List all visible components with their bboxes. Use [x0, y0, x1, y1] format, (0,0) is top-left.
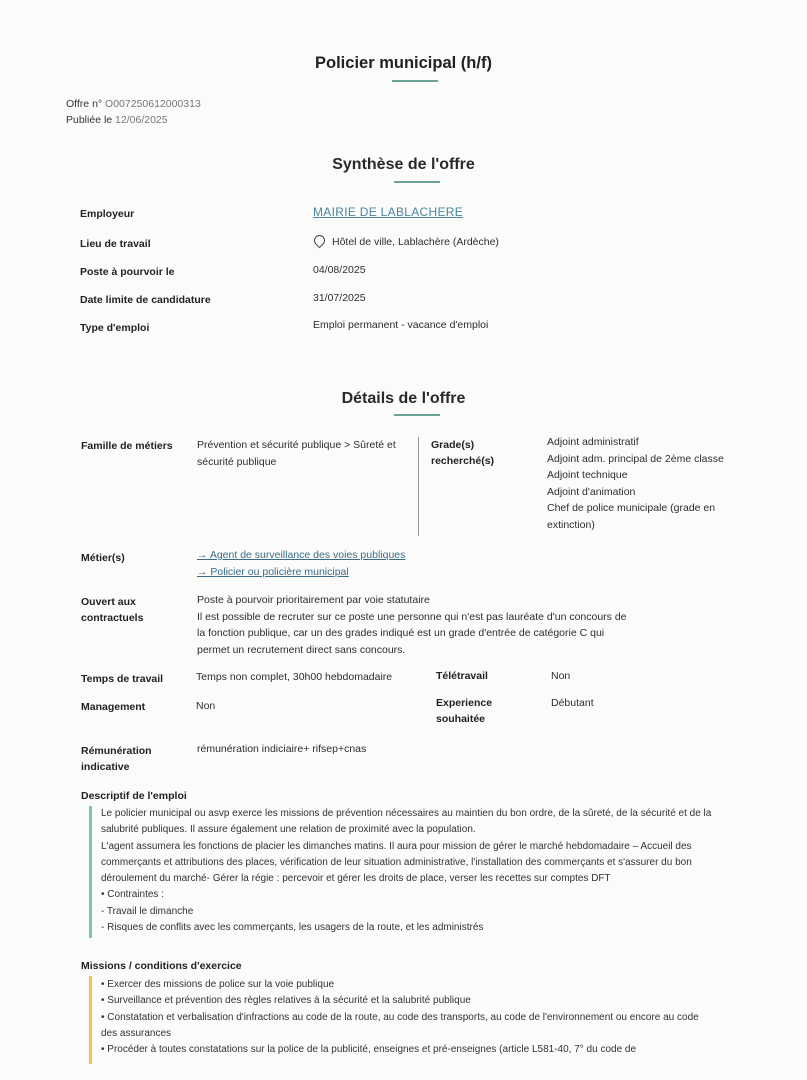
teletravail-value: Non	[551, 670, 571, 682]
experience-label	[436, 695, 492, 727]
temps-value: Temps non complet, 30h00 hebdomadaire	[196, 671, 393, 683]
location-pin-icon	[312, 233, 328, 249]
column-divider	[418, 437, 419, 536]
deadline-value: 31/07/2025	[313, 292, 366, 304]
employer-link[interactable]: MAIRIE DE LABLACHERE	[313, 205, 464, 219]
missions-line: • Surveillance et prévention des règles relatives à la sécurité et la salubrité publique	[101, 995, 471, 1007]
type-label: Type d'emploi	[80, 322, 150, 334]
contractuels-label	[81, 594, 143, 626]
details-underline	[394, 414, 440, 416]
missions-accent-bar	[89, 976, 92, 1064]
metier-link-asvp[interactable]: → Agent de surveillance des voies publiques	[197, 549, 406, 561]
descriptif-line: - Risques de conflits avec les commerçants, les usagers de la route, et les administrés	[101, 922, 484, 934]
grade-item: extinction)	[547, 518, 595, 531]
missions-line: • Constatation et verbalisation d'infractions au code de la route, au code des transports, au code de l'environnement ou encore au code	[101, 1011, 699, 1023]
remuneration-value: rémunération indiciaire+ rifsep+cnas	[197, 743, 367, 755]
grade-item: Adjoint d'animation	[547, 485, 636, 498]
missions-text	[101, 977, 699, 1058]
descriptif-line: commerçants et attributions des places, vérification de leur situation administrative, l'installation des commerçants et s'assurer du bon	[101, 856, 692, 868]
missions-heading: Missions / conditions d'exercice	[81, 960, 242, 972]
employer-label: Employeur	[80, 208, 135, 220]
contractuels-line: Poste à pourvoir prioritairement par voie statutaire	[197, 594, 430, 606]
grade-item: Chef de police municipale (grade en	[547, 502, 716, 514]
descriptif-line: Le policier municipal ou asvp exerce les missions de prévention nécessaires au maintien du bon ordre, de la sûreté, de la sécurité et de la	[101, 808, 712, 819]
descriptif-line: L'agent assumera les fonctions de placier les dimanches matins. Il aura pour mission de gérer le marché hebdomadaire – Accueil des	[101, 840, 692, 852]
famille-line: Prévention et sécurité publique > Sûreté et	[197, 439, 396, 451]
grade-label-line: Grade(s)	[431, 439, 475, 451]
start-label: Poste à pourvoir le	[80, 266, 175, 278]
temps-label: Temps de travail	[81, 673, 164, 685]
type-value: Emploi permanent - vacance d'emploi	[313, 319, 489, 331]
start-value: 04/08/2025	[313, 264, 366, 276]
location-text: Hôtel de ville, Lablachère (Ardèche)	[332, 236, 499, 248]
grade-label	[431, 437, 494, 469]
synthese-heading: Synthèse de l'offre	[332, 156, 475, 173]
contractuels-label-line: Ouvert aux	[81, 596, 136, 608]
grade-item: Adjoint technique	[547, 469, 628, 481]
contractuels-value	[197, 592, 627, 658]
metier-link-policier[interactable]: → Policier ou policière municipal	[197, 565, 349, 578]
descriptif-line: - Travail le dimanche	[101, 905, 194, 917]
offer-number-label: Offre n°	[66, 98, 103, 110]
offer-published	[66, 114, 168, 126]
grade-item: Adjoint administratif	[547, 436, 639, 448]
remuneration-label	[81, 743, 152, 775]
page-title: Policier municipal (h/f)	[315, 54, 492, 72]
descriptif-line: déroulement du marché- Gérer la régie : percevoir et gérer les droits de place, verser les recettes sur comptes DFT	[101, 873, 611, 885]
metiers-list	[197, 547, 405, 580]
metiers-label: Métier(s)	[81, 552, 125, 564]
famille-line: sécurité publique	[197, 455, 277, 468]
descriptif-text	[101, 806, 711, 936]
published-label: Publiée le	[66, 114, 113, 126]
offer-number-value: O007250612000313	[105, 98, 201, 110]
famille-value	[197, 437, 396, 470]
experience-value: Débutant	[551, 697, 594, 709]
contractuels-label-line: contractuels	[81, 612, 144, 624]
published-value: 12/06/2025	[115, 114, 168, 126]
grade-item: Adjoint adm. principal de 2ème classe	[547, 452, 724, 465]
missions-line: des assurances	[101, 1027, 172, 1039]
management-label: Management	[81, 701, 146, 713]
descriptif-heading: Descriptif de l'emploi	[81, 790, 187, 802]
descriptif-accent-bar	[89, 806, 92, 938]
contractuels-line: permet un recrutement direct sans concours.	[197, 643, 406, 656]
remuneration-label-line: Rémunération	[81, 745, 152, 757]
teletravail-label: Télétravail	[436, 670, 488, 682]
synthese-underline	[394, 181, 440, 183]
title-underline	[392, 80, 438, 82]
famille-label: Famille de métiers	[81, 440, 173, 452]
missions-line: • Exercer des missions de police sur la voie publique	[101, 979, 335, 990]
contractuels-line: la fonction publique, car un des grades indiqué est un grade d'entrée de catégorie C qui	[197, 627, 605, 639]
remuneration-label-line: indicative	[81, 761, 130, 773]
details-heading: Détails de l'offre	[341, 390, 466, 407]
descriptif-line: • Contraintes :	[101, 889, 164, 901]
experience-label-line: souhaitée	[436, 713, 486, 725]
location-label: Lieu de travail	[80, 238, 151, 250]
grade-label-line: recherché(s)	[431, 455, 495, 467]
missions-line: • Procéder à toutes constatations sur la police de la publicité, enseignes et pré-enseignes (article L581-40, 7° du code de	[101, 1044, 637, 1056]
location-value	[314, 234, 499, 251]
descriptif-line: salubrité publiques. Il assure également une relation de proximité avec la population.	[101, 824, 476, 836]
grades-list	[547, 434, 724, 533]
management-value: Non	[196, 700, 216, 712]
offer-number	[66, 98, 201, 110]
experience-label-line: Experience	[436, 697, 493, 709]
contractuels-line: Il est possible de recruter sur ce poste une personne qui n'est pas lauréate d'un concours de	[197, 610, 627, 623]
deadline-label: Date limite de candidature	[80, 294, 211, 306]
